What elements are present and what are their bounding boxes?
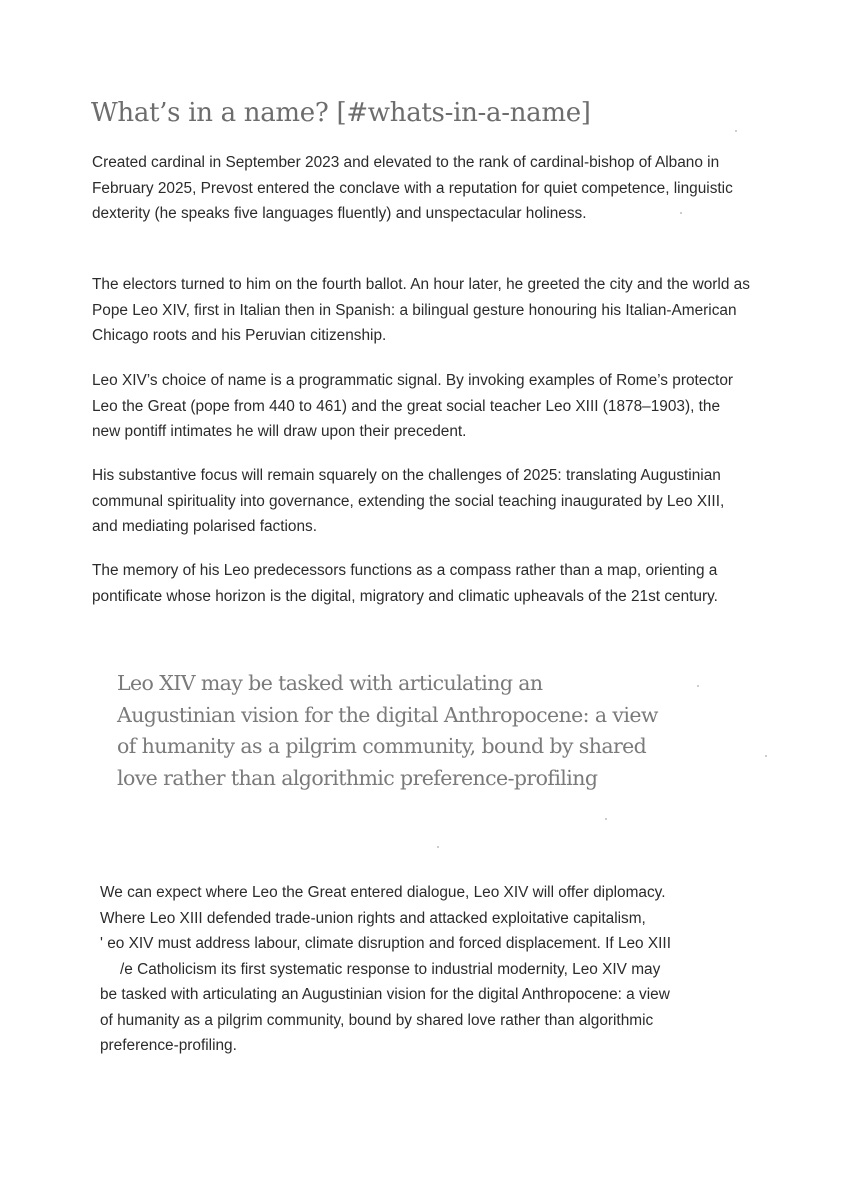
section-heading: What’s in a name? [#whats-in-a-name] xyxy=(91,98,591,128)
scan-speck xyxy=(437,846,439,848)
pull-quote-line: love rather than algorithmic preference-profiling xyxy=(117,765,598,790)
pull-quote-line: Augustinian vision for the digital Anthropocene: a view xyxy=(117,702,658,727)
scan-speck xyxy=(735,130,737,132)
final-paragraph-line: /e Catholicism its first systematic response to industrial modernity, Leo XIV may xyxy=(120,960,661,978)
final-paragraph-line: ' eo XIV must address labour, climate disruption and forced displacement. If Leo XIII xyxy=(100,935,671,952)
scan-speck xyxy=(765,755,767,757)
final-paragraph xyxy=(100,880,760,1059)
pull-quote-line: Leo XIV may be tasked with articulating an xyxy=(117,671,543,695)
final-paragraph-line: of humanity as a pilgrim community, bound by shared love rather than algorithmic xyxy=(100,1011,654,1029)
pull-quote-line: of humanity as a pilgrim community, bound by shared xyxy=(117,734,647,758)
final-paragraph-line: be tasked with articulating an Augustinian vision for the digital Anthropocene: a view xyxy=(100,986,670,1003)
final-paragraph-line: We can expect where Leo the Great entered dialogue, Leo XIV will offer diplomacy. xyxy=(100,884,666,901)
paragraph-1: Created cardinal in September 2023 and elevated to the rank of cardinal-bishop of Albano in February 2025, Prevost entered the conclave with a reputation for quiet competence, linguistic dexterity (he speaks five languages fluently) and unspectacular holiness. xyxy=(92,154,733,222)
final-paragraph-line: Where Leo XIII defended trade-union rights and attacked exploitative capitalism, xyxy=(100,909,646,927)
paragraph-4: His substantive focus will remain squarely on the challenges of 2025: translating Augustinian communal spirituality into governance, extending the social teaching inaugurated by Leo XIII, and mediating polarised factions. xyxy=(92,467,725,535)
paragraph-3: Leo XIV’s choice of name is a programmatic signal. By invoking examples of Rome’s protector Leo the Great (pope from 440 to 461) and the great social teacher Leo XIII (1878–1903), the new pontiff intimates he will draw upon their precedent. xyxy=(92,372,734,440)
final-paragraph-line: preference-profiling. xyxy=(100,1037,237,1054)
scan-speck xyxy=(680,212,682,214)
pull-quote xyxy=(117,668,737,794)
scan-speck xyxy=(605,818,607,820)
paragraph-5: The memory of his Leo predecessors functions as a compass rather than a map, orienting a pontificate whose horizon is the digital, migratory and climatic upheavals of the 21st century. xyxy=(92,562,718,605)
scan-speck xyxy=(697,685,699,687)
paragraph-2: The electors turned to him on the fourth ballot. An hour later, he greeted the city and the world as Pope Leo XIV, first in Italian then in Spanish: a bilingual gesture honouring his Italian-American Chicago roots and his Peruvian citizenship. xyxy=(92,276,750,344)
